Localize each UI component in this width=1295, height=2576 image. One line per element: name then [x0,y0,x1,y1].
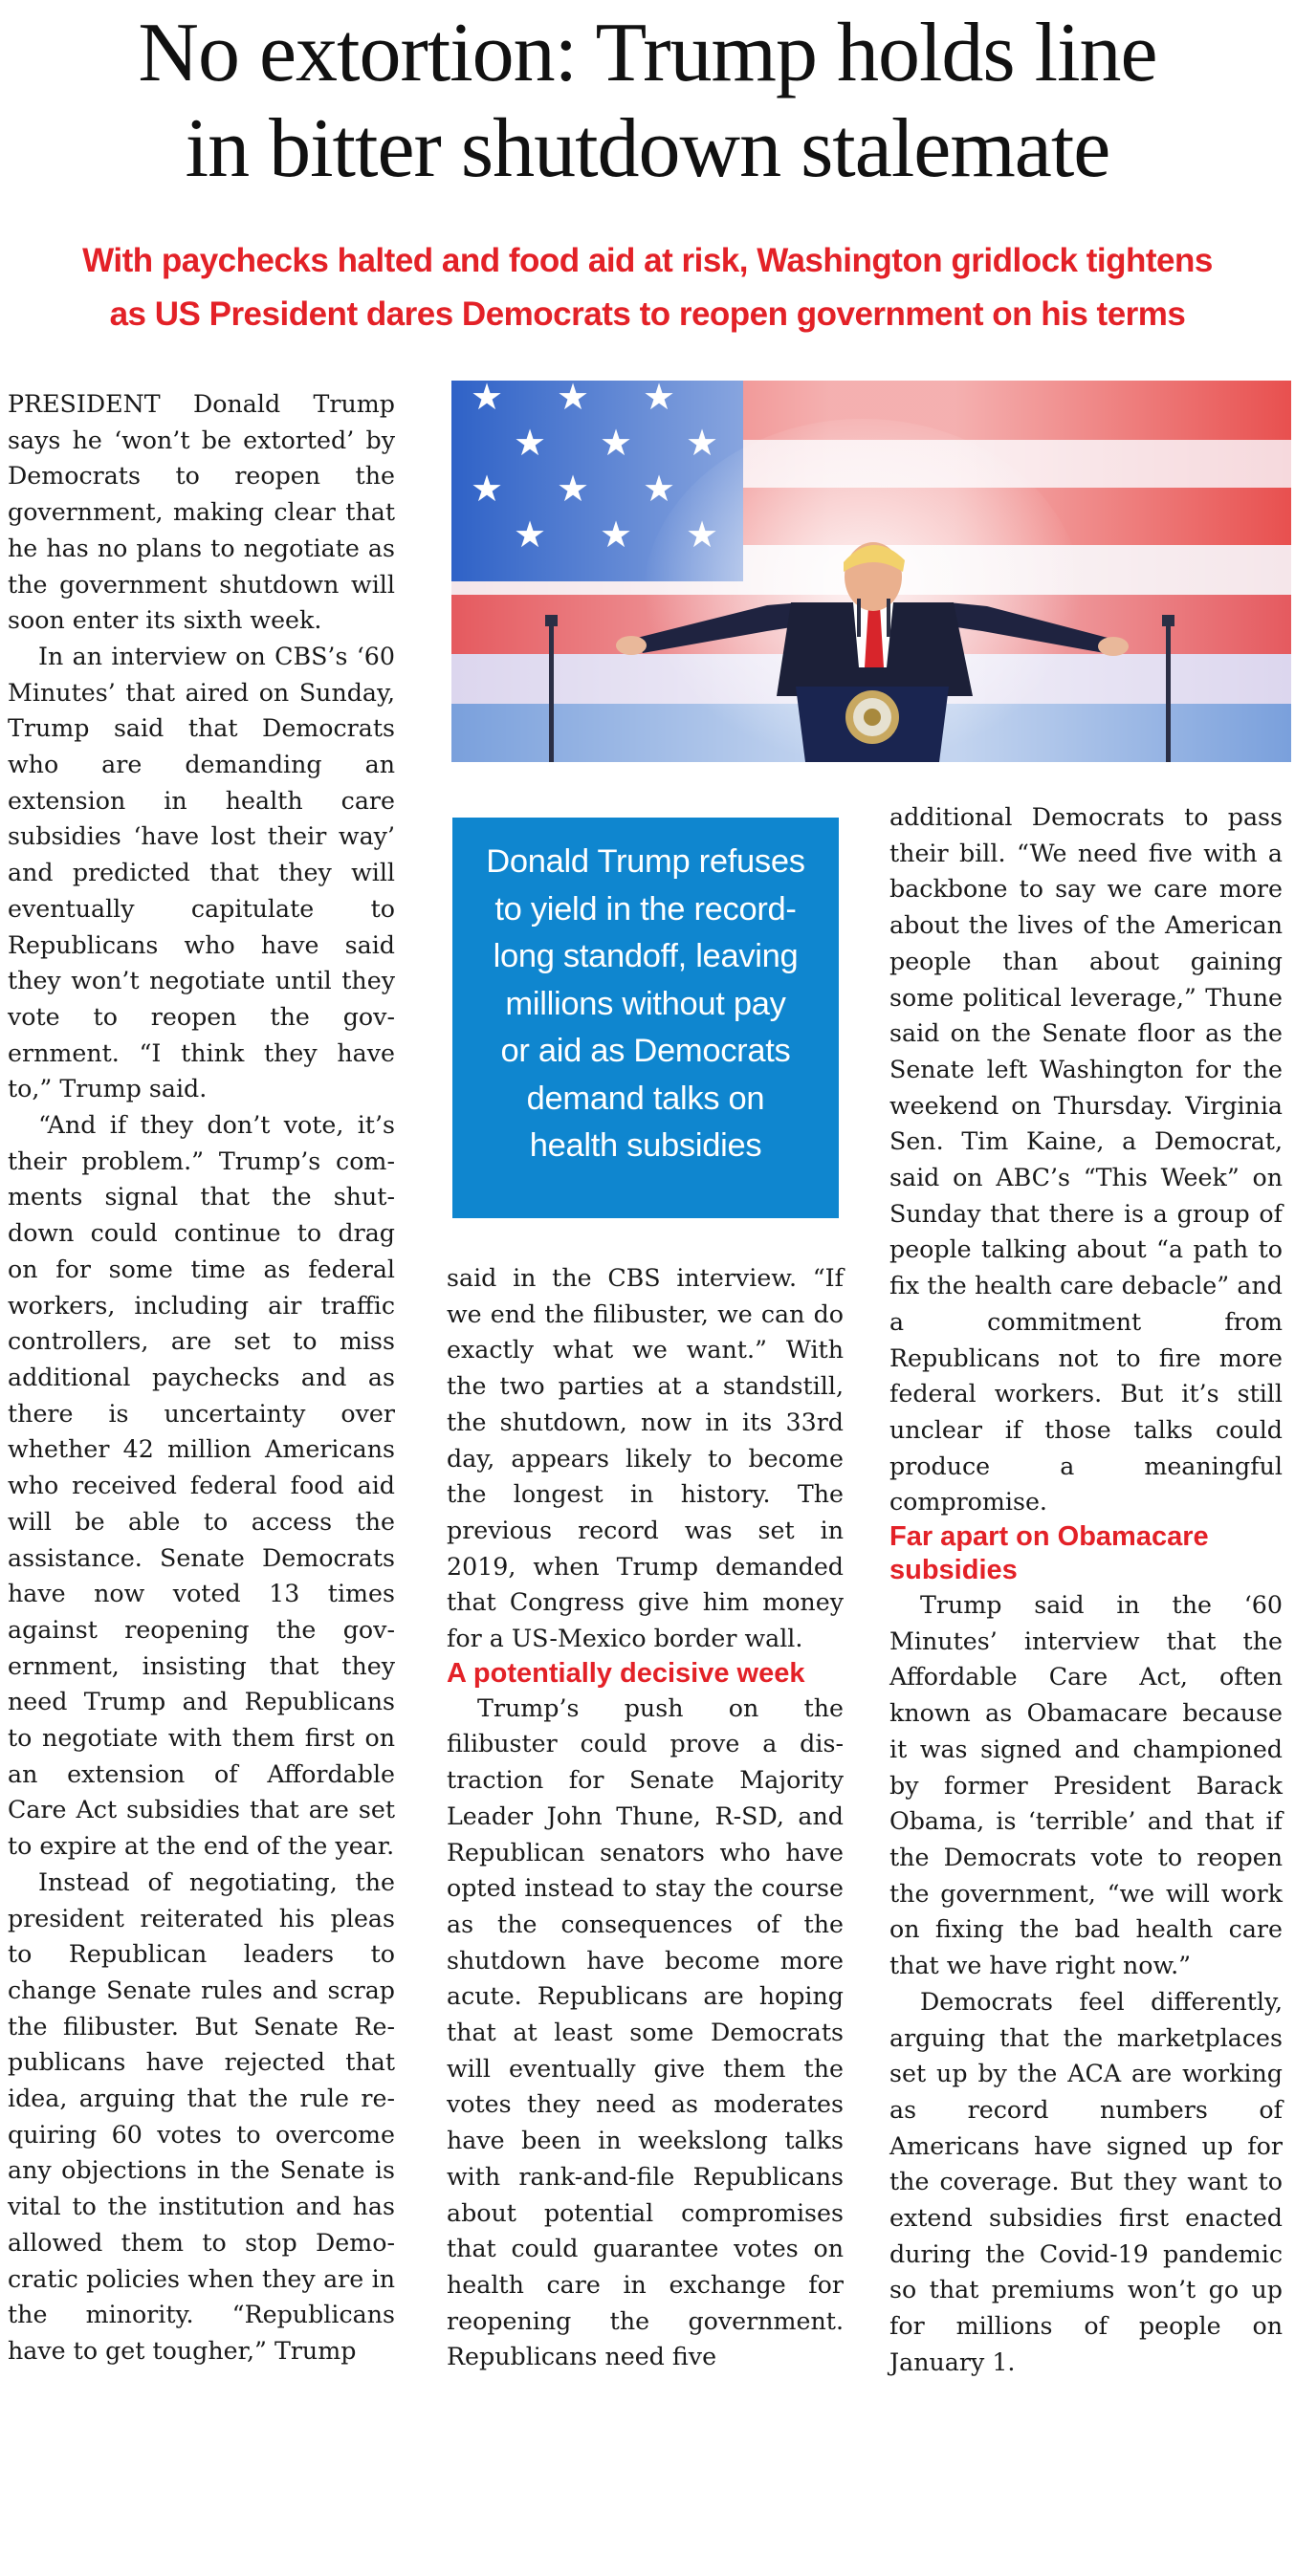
pull-quote-line: to yield in the record- [494,890,797,928]
paragraph: PRESIDENT Donald Trump says he ‘won’t be extorted’ by Democrats to reopen the government, making clear that he has no plans to negotiate as the government shutdown will soon enter its sixth week. [8,390,395,635]
article-column-3 [889,799,1283,2381]
headline-line-2: in bitter shutdown stalemate [185,102,1110,195]
pull-quote-line: long standoff, leaving [493,938,799,974]
headline [0,0,1295,197]
pull-quote-line: Donald Trump refuses [486,843,805,880]
pull-quote-line: millions without pay [505,985,786,1022]
subheadline-line-2: as US President dares Democrats to reopen government on his terms [109,295,1186,333]
paragraph: Trump’s push on the filibuster could prove a distraction for Senate Majority Leader John Thune, R-SD, and Republican senators who have opted instead to stay the course as the consequences of the shutdown have become more acute. Republicans are hoping that at least some Democrats will eventually give them the votes they need as moderates have been in weekslong talks with rank-and-file Republicans about potential compromises that could guarantee votes on health care in exchange for reopening the government. Republicans need five [447,1693,844,2371]
paragraph: additional Democrats to pass their bill. “We need five with a backbone to say we care more about the lives of the American people than about gaining some political leverage,” Thune said on the Senate floor as the Senate left Washington for the weekend on Thursday. Virginia Sen. Tim Kaine, a Democrat, said on ABC’s “This Week” on Sunday that there is a group of people talking about “a path to fix the health care debacle” and a commitment from Republicans not to fire more federal workers. But it’s still unclear if those talks could produce a meaningful compromise. [889,803,1283,1517]
paragraph: Instead of negotiating, the president reiterated his pleas to Republican leaders to change Senate rules and scrap the filibuster. But Senate Republicans have rejected that idea, arguing that the rule requiring 60 votes to overcome any objections in the Senate is vital to the institution and has allowed them to stop Democratic policies when they are in the minority. “Republicans have to get tougher,” Trump [8,1867,395,2365]
section-subheading: Far apart on Obamacare subsidies [889,1521,1209,1586]
article-column-2 [447,1260,844,2375]
paragraph: “And if they don’t vote, it’s their problem.” Trump’s comments signal that the shutdown could continue to drag on for some time as federal workers, including air traffic controllers, are set to miss additional paychecks and as there is uncertainty over whether 42 million Americans who received federal food aid will be able to access the assistance. Senate Democrats have now voted 13 times against reopening the government, insisting that they need Trump and Republicans to negotiate with them first on an extension of Affordable Care Act subsidies that are set to expire at the end of the year. [8,1111,395,1861]
pull-quote-box [452,818,839,1218]
paragraph: Trump said in the ‘60 Minutes’ interview that the Affordable Care Act, often known as Obamacare because it was signed and championed by former President Barack Obama, is ‘terrible’ and that if the Democrats vote to reopen the government, “we will work on fixing the bad health care that we have right now.” [889,1591,1283,1980]
trump-podium-photo [451,381,1291,762]
section-subheading: A potentially decisive week [447,1657,805,1689]
paragraph: In an interview on CBS’s ‘60 Minutes’ that aired on Sunday, Trump said that Democrats who are demanding an extension in health care subsidies ‘have lost their way’ and predicted that they will eventually capitulate to Republicans who have said they won’t negotiate until they vote to reopen the government. “I think they have to,” Trump said. [8,642,395,1103]
article-column-1 [8,386,395,2369]
pull-quote-line: or aid as Democrats [500,1033,791,1069]
pull-quote-line: health subsidies [529,1127,762,1164]
paragraph: Democrats feel differently, arguing that the marketplaces set up by the ACA are working as record numbers of Americans have signed up for the coverage. But they want to extend subsidies first enacted during the Covid-19 pandemic so that premiums won’t go up for millions of people on January 1. [889,1987,1283,2376]
subheadline [0,234,1295,341]
headline-line-1: No extortion: Trump holds line [138,7,1157,99]
pull-quote-line: demand talks on [526,1080,765,1117]
subheadline-line-1: With paychecks halted and food aid at risk, Washington gridlock tightens [82,242,1213,279]
paragraph: said in the CBS interview. “If we end the filibuster, we can do exactly what we want.” With the two parties at a standstill, the shutdown, now in its 33rd day, appears likely to become the longest in history. The previous record was set in 2019, when Trump demanded that Congress give him money for a US-Mexico border wall. [447,1264,844,1653]
